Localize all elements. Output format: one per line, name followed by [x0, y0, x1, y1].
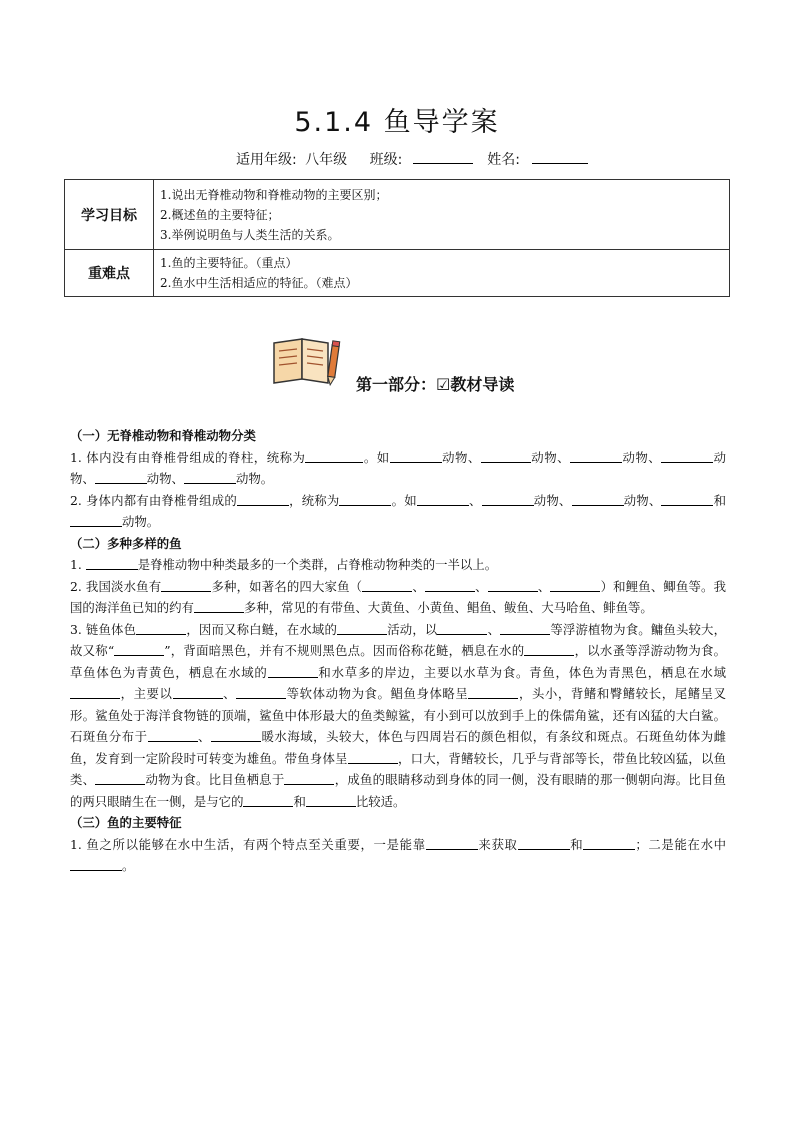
paragraph-text: 和 [569, 836, 584, 852]
paragraph-text: 比较适。 [355, 793, 406, 809]
paragraph-text: 和水草多的岸边，主要以水草为食。青鱼，体色为青黑色，栖息在水域 [317, 664, 727, 680]
paragraph-text: 来获取 [477, 836, 518, 852]
paragraph-text: ）和鲤鱼、鲫鱼等。我国的海洋鱼已知的约有 [70, 578, 727, 615]
answer-blank[interactable] [161, 578, 211, 592]
name-label: 姓名: [487, 152, 520, 168]
paragraph-text: 多种，常见的有带鱼、大黄鱼、小黄鱼、鲳鱼、鲅鱼、大马哈鱼、鲱鱼等。 [243, 600, 653, 615]
key-point-item: 1.鱼的主要特征。（重点） [160, 256, 298, 270]
paragraph-text: 、 [474, 578, 488, 594]
paragraph-text: 等软体动物为食。鲳鱼身体略呈 [286, 686, 469, 701]
answer-blank[interactable] [524, 642, 574, 656]
answer-blank[interactable] [417, 492, 469, 506]
header-info [236, 149, 588, 169]
paragraph-text: ”，背面暗黑色，并有不规则黑色点。因而俗称花鲢，栖息在水的 [164, 643, 525, 658]
paragraph [70, 447, 726, 490]
paragraph-text: 是脊椎动物中种类最多的一个类群，占脊椎动物种类的一半以上。 [137, 557, 498, 572]
class-blank[interactable] [413, 149, 473, 164]
answer-blank[interactable] [348, 750, 398, 764]
paragraph-text: 动物、 [623, 492, 662, 508]
paragraph-text: 动物、 [621, 449, 662, 465]
answer-blank[interactable] [661, 449, 713, 463]
paragraph-text: 、 [487, 621, 501, 637]
paragraph-text: ，统称为 [288, 492, 340, 508]
paragraph [70, 576, 726, 619]
answer-blank[interactable] [148, 728, 198, 742]
name-blank[interactable] [532, 149, 588, 164]
paragraph [70, 554, 726, 576]
paragraph-text: 和 [713, 492, 727, 508]
key-points-cell [154, 250, 730, 297]
answer-blank[interactable] [583, 836, 635, 850]
answer-blank[interactable] [243, 793, 293, 807]
paragraph-text: 。 [122, 858, 135, 873]
objective-item: 2.概述鱼的主要特征； [160, 207, 280, 222]
section-heading: （三）鱼的主要特征 [70, 815, 182, 830]
paragraph [70, 834, 726, 877]
answer-blank[interactable] [518, 836, 570, 850]
paragraph-text: 。如 [391, 492, 417, 508]
paragraph-text: 动物。 [122, 514, 160, 529]
paragraph [70, 619, 726, 813]
answer-blank[interactable] [482, 492, 534, 506]
paragraph-text: 动物、 [146, 471, 184, 486]
answer-blank[interactable] [468, 685, 518, 699]
paragraph-text: 动物为食。比目鱼栖息于 [145, 772, 285, 787]
answer-blank[interactable] [70, 685, 120, 699]
objective-item: 3.举例说明鱼与人类生活的关系。 [160, 227, 340, 242]
paragraph-text: 、 [222, 686, 237, 701]
answer-blank[interactable] [339, 492, 391, 506]
answer-blank[interactable] [136, 621, 186, 635]
answer-blank[interactable] [425, 578, 475, 592]
answer-blank[interactable] [95, 470, 147, 484]
answer-blank[interactable] [570, 449, 622, 463]
answer-blank[interactable] [194, 599, 244, 613]
answer-blank[interactable] [211, 728, 261, 742]
answer-blank[interactable] [86, 556, 138, 570]
answer-blank[interactable] [337, 621, 387, 635]
paragraph-text: 和 [293, 793, 306, 809]
grade-label: 适用年级: [236, 152, 297, 168]
page-title: 5.1.4 鱼导学案 [294, 107, 500, 138]
answer-blank[interactable] [70, 513, 122, 527]
answer-blank[interactable] [481, 449, 531, 463]
answer-blank[interactable] [390, 449, 442, 463]
content [70, 425, 726, 877]
paragraph-text: ，成鱼的眼睛移动到身体的同一侧，没有眼睛的那一侧朝向海。比目鱼的两只眼睛生在一侧，是与它的 [70, 772, 727, 809]
answer-blank[interactable] [184, 470, 236, 484]
paragraph-text: 1. 鱼之所以能够在水中生活，有两个特点至关重要，一是能靠 [70, 836, 426, 852]
answer-blank[interactable] [362, 578, 412, 592]
answer-blank[interactable] [114, 642, 164, 656]
answer-blank[interactable] [268, 664, 318, 678]
paragraph-text: ，因而又称白鲢，在水域的 [186, 621, 338, 637]
answer-blank[interactable] [95, 771, 145, 785]
paragraph-text: ，口大，背鳍较长，几乎与背部等长，带鱼比较凶猛，以鱼类、 [70, 750, 726, 787]
paragraph-text: 暖水海域，头较大，体色与四周岩石的颜色相似，有条纹和斑点。石斑鱼幼体为雌鱼，发育到一定阶段时可转变为雄鱼。带鱼身体呈 [70, 729, 727, 766]
answer-blank[interactable] [237, 492, 289, 506]
paragraph-text: 。如 [363, 449, 390, 465]
paragraph-text: 动物、 [533, 492, 572, 508]
answer-blank[interactable] [661, 492, 713, 506]
section-heading: （一）无脊椎动物和脊椎动物分类 [70, 428, 256, 443]
answer-blank[interactable] [236, 685, 286, 699]
answer-blank[interactable] [173, 685, 223, 699]
paragraph-text: 动物、 [441, 449, 481, 465]
part-title: 第一部分：☑教材导读 [356, 375, 515, 394]
paragraph-text: 2. 身体内都有由脊椎骨组成的 [70, 492, 237, 508]
class-label: 班级: [369, 152, 403, 168]
paragraph-text: 、 [197, 729, 211, 744]
paragraph-text: ，头小，背鳍和臀鳍较长，尾鳍呈叉形。鲨鱼处于海洋食物链的顶端，鲨鱼中体形最大的鱼类鲸鲨，有小到可以放到手上的侏儒角鲨，还有凶猛的大白鲨。石斑鱼分布于 [70, 686, 727, 744]
answer-blank[interactable] [500, 621, 550, 635]
paragraph-text: 动物、 [70, 449, 727, 486]
answer-blank[interactable] [550, 578, 600, 592]
objectives-cell [154, 180, 730, 250]
paragraph-text: ，以水蚤等浮游动物为食。草鱼体色为青黄色，栖息在水域的 [70, 643, 726, 680]
answer-blank[interactable] [306, 793, 356, 807]
paragraph-text: ；二是能在水中 [635, 836, 727, 852]
paragraph-text: 多种，如著名的四大家鱼（ [211, 578, 363, 594]
paragraph-text: 动物。 [235, 471, 274, 486]
paragraph-text: 、 [412, 578, 425, 594]
answer-blank[interactable] [70, 857, 122, 871]
grade-value: 八年级 [305, 152, 348, 168]
key-points-label: 重难点 [65, 250, 154, 297]
answer-blank[interactable] [572, 492, 624, 506]
paragraph [70, 490, 726, 533]
objective-item: 1.说出无脊椎动物和脊椎动物的主要区别； [160, 187, 388, 202]
answer-blank[interactable] [426, 836, 478, 850]
answer-blank[interactable] [437, 621, 487, 635]
objectives-label: 学习目标 [65, 180, 154, 250]
paragraph-text: 动物、 [530, 449, 570, 465]
section-heading: （二）多种多样的鱼 [70, 535, 182, 551]
goals-table [64, 179, 730, 297]
paragraph-text: 活动，以 [387, 621, 438, 637]
paragraph-text: 2. 我国淡水鱼有 [70, 578, 162, 594]
answer-blank[interactable] [488, 578, 538, 592]
paragraph-text: 1. 体内没有由脊椎骨组成的脊柱，统称为 [70, 449, 306, 465]
paragraph-text: 3. 链鱼体色 [70, 621, 137, 637]
paragraph-text: 、 [468, 492, 482, 508]
paragraph-text: 1. [70, 557, 86, 572]
book-pencil-icon [270, 331, 342, 391]
answer-blank[interactable] [305, 449, 363, 463]
paragraph-text: 、 [537, 578, 551, 594]
answer-blank[interactable] [284, 771, 334, 785]
paragraph-text: 等浮游植物为食。鳙鱼头较大，故又称“ [70, 621, 727, 658]
key-point-item: 2.鱼水中生活相适应的特征。（难点） [160, 276, 358, 290]
paragraph-text: ，主要以 [120, 686, 173, 701]
